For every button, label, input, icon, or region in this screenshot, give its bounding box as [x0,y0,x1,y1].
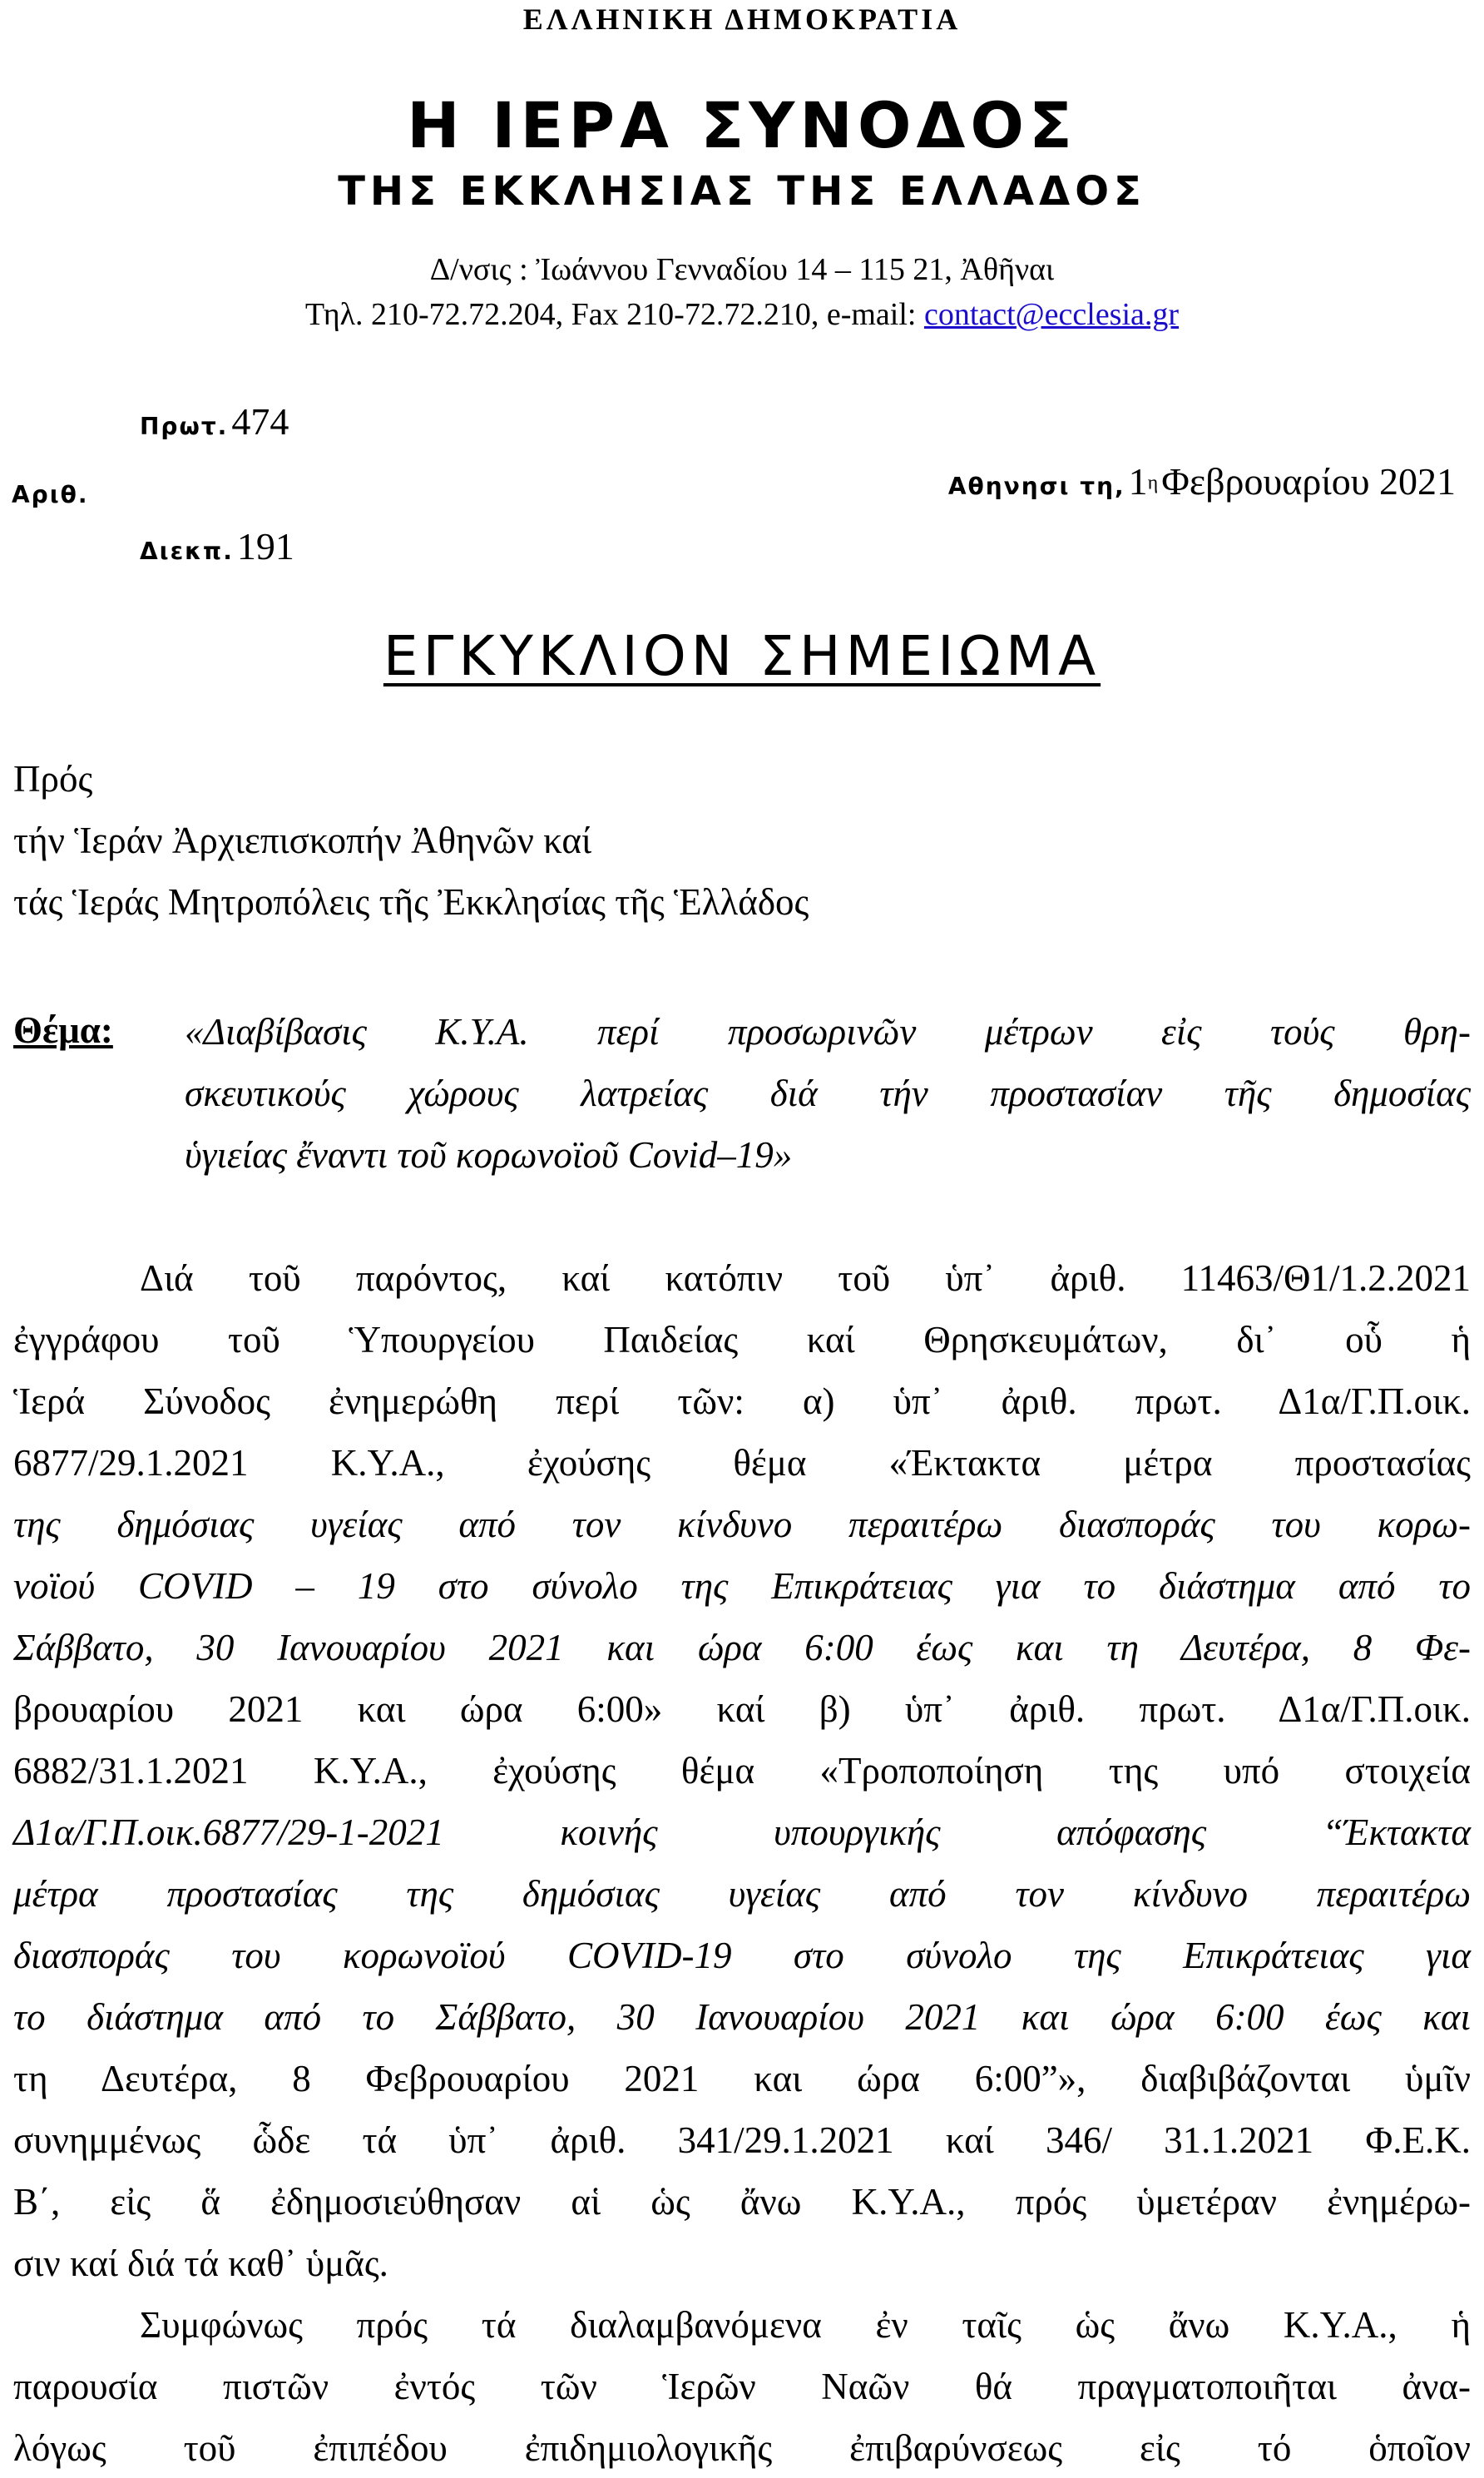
protocol-value: 474 [231,400,289,443]
recipients-line-1: τήν Ἱεράν Ἀρχιεπισκοπήν Ἀθηνῶν καί [13,820,592,861]
place-label: Αθηνησι τη, [947,473,1125,500]
body-line: το διάστημα από το Σάββατο, 30 Ιανουαρίου 2021 και ώρα 6:00 έως και [13,1996,1471,2038]
date-day: 1 [1128,460,1148,503]
contact-line [0,296,1484,333]
church-subtitle: ΤΗΣ ΕΚΚΛΗΣΙΑΣ ΤΗΣ ΕΛΛΑΔΟΣ [338,168,1146,215]
document-title [0,624,1484,688]
body-line: Διά τοῦ παρόντος, καί κατόπιν τοῦ ὑπ᾽ ἀριθ. 11463/Θ1/1.2.2021 [140,1257,1471,1299]
address-line: Δ/νσις : Ἰωάννου Γενναδίου 14 – 115 21, Ἀθῆναι [429,252,1055,287]
body-line: παρουσία πιστῶν ἐντός τῶν Ἱερῶν Ναῶν θά πραγματοποιῆται ἀνα- [13,2366,1471,2407]
body-line: βρουαρίου 2021 και ώρα 6:00» καί β) ὑπ᾽ ἀριθ. πρωτ. Δ1α/Γ.Π.οικ. [13,1688,1471,1730]
arith-label: Αριθ. [12,481,89,508]
body-line: Συμφώνως πρός τά διαλαμβανόμενα ἐν ταῖς ὡς ἄνω Κ.Υ.Α., ἡ [140,2304,1471,2346]
synod-title: Η ΙΕΡΑ ΣΥΝΟΔΟΣ [407,88,1077,162]
body-line: Ἱερά Σύνοδος ἐνημερώθη περί τῶν: α) ὑπ᾽ ἀριθ. πρωτ. Δ1α/Γ.Π.οικ. [13,1380,1471,1422]
subject-line: σκευτικούς χώρους λατρείας διά τήν προστασίαν τῆς δημοσίας [185,1073,1471,1114]
body-line: ἐγγράφου τοῦ Ὑπουργείου Παιδείας καί Θρησκευμάτων, δι᾽ οὗ ἡ [13,1319,1471,1360]
body-line: συνημμένως ὧδε τά ὑπ᾽ ἀριθ. 341/29.1.2021 καί 346/ 31.1.2021 Φ.Ε.Κ. [13,2119,1471,2161]
subject-label: Θέμα: [13,1009,113,1051]
dispatch-value: 191 [236,525,294,567]
date-month-year: Φεβρουαρίου 2021 [1161,460,1456,503]
recipients-to: Πρός [13,758,93,800]
document-title-text: ΕΓΚΥΚΛΙΟΝ ΣΗΜΕΙΩΜΑ [383,624,1101,688]
body-line: σιν καί διά τά καθ᾽ ὑμᾶς. [13,2243,388,2284]
state-heading: ΕΛΛΗΝΙΚΗ ΔΗΜΟΚΡΑΤΙΑ [522,2,962,36]
dispatch-label: Διεκπ. [140,538,234,565]
body-line: Β΄, εἰς ἅ ἐδημοσιεύθησαν αἱ ὡς ἄνω Κ.Υ.Α., πρός ὑμετέραν ἐνημέρω- [13,2181,1471,2223]
body-line: μέτρα προστασίας της δημόσιας υγείας από τον κίνδυνο περαιτέρω [13,1873,1471,1915]
email-link[interactable]: contact@ecclesia.gr [923,297,1180,332]
body-line: 6882/31.1.2021 Κ.Υ.Α., ἐχούσης θέμα «Τροποποίηση της υπό στοιχεία [13,1750,1471,1792]
date-day-suffix: η [1147,472,1159,494]
dispatch-number [140,524,294,568]
body-line: της δημόσιας υγείας από τον κίνδυνο περαιτέρω διασποράς του κορω- [13,1504,1471,1545]
contact-text: Τηλ. 210-72.72.204, Fax 210-72.72.210, e-mail: [304,297,924,332]
body-line: Σάββατο, 30 Ιανουαρίου 2021 και ώρα 6:00 έως και τη Δευτέρα, 8 Φε- [13,1627,1471,1668]
body-line: λόγως τοῦ ἐπιπέδου ἐπιδημιολογικῆς ἐπιβαρύνσεως εἰς τό ὁποῖον [13,2427,1471,2469]
body-line: διασποράς του κορωνοϊού COVID-19 στο σύνολο της Επικράτειας για [13,1935,1471,1976]
subject-line: ὑγιείας ἔναντι τοῦ κορωνοϊοῦ Covid–19» [185,1134,793,1176]
recipients-line-2: τάς Ἱεράς Μητροπόλεις τῆς Ἐκκλησίας τῆς Ἑλλάδος [13,881,809,923]
place-date [948,459,1456,503]
body-line: νοϊού COVID – 19 στο σύνολο της Επικράτειας για το διάστημα από το [13,1565,1471,1607]
subject-line: «Διαβίβασις Κ.Υ.Α. περί προσωρινῶν μέτρων εἰς τούς θρη- [185,1011,1471,1053]
protocol-label: Πρωτ. [140,413,229,440]
body-line: τη Δευτέρα, 8 Φεβρουαρίου 2021 και ώρα 6:00”», διαβιβάζονται ὑμῖν [13,2058,1471,2099]
body-line: Δ1α/Γ.Π.οικ.6877/29-1-2021 κοινής υπουργικής απόφασης “Έκτακτα [13,1811,1471,1853]
body-line: 6877/29.1.2021 Κ.Υ.Α., ἐχούσης θέμα «Έκτακτα μέτρα προστασίας [13,1442,1471,1484]
protocol-number [140,399,289,444]
